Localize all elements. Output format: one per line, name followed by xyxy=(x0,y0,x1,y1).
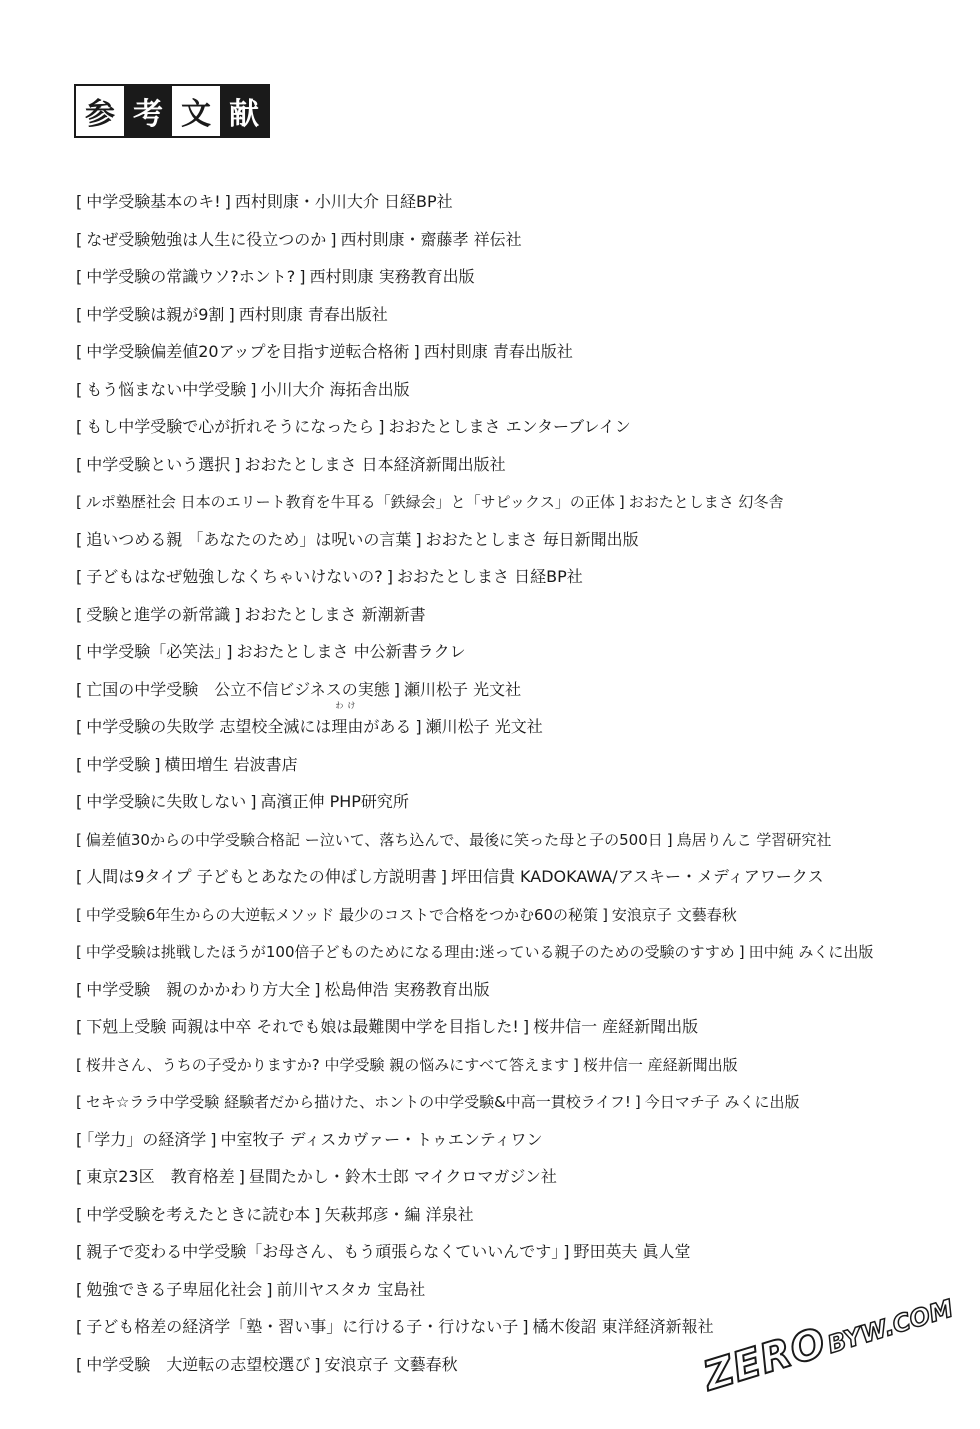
close-bracket: ] xyxy=(299,267,306,286)
open-bracket: [ xyxy=(76,1354,83,1374)
close-bracket: ] xyxy=(413,342,420,361)
open-bracket: [ xyxy=(76,1017,83,1036)
reference-author-publisher: 瀬川松子 光文社 xyxy=(425,717,543,736)
reference-title: 勉強できる子卑屈化社会 xyxy=(86,1279,263,1299)
heading-char-4: 献 xyxy=(220,86,268,136)
reference-author-publisher: 安浪京子 文藝春秋 xyxy=(611,905,737,924)
heading-char-3: 文 xyxy=(172,86,220,136)
open-bracket: [ xyxy=(76,905,82,924)
reference-item xyxy=(72,225,972,263)
open-bracket: [ xyxy=(76,267,83,286)
reference-author-publisher: 橘木俊詔 東洋経済新報社 xyxy=(532,1317,714,1336)
reference-author-publisher: 鳥居りんこ 学習研究社 xyxy=(676,830,832,849)
reference-author-publisher: おおたとしまさ 幻冬舎 xyxy=(628,493,784,511)
heading-char-1: 参 xyxy=(76,86,124,136)
reference-title: 中学受験「必笑法」 xyxy=(86,642,223,661)
reference-author-publisher: おおたとしまさ 中公新書ラクレ xyxy=(236,642,466,661)
close-bracket: ] xyxy=(415,717,422,736)
reference-title: 東京23区 教育格差 xyxy=(86,1167,235,1186)
open-bracket: [ xyxy=(76,943,82,961)
open-bracket: [ xyxy=(76,192,83,211)
reference-item xyxy=(72,825,972,863)
reference-title: 追いつめる親 「あなたのため」は呪いの言葉 xyxy=(86,529,412,549)
close-bracket: ] xyxy=(238,1167,245,1186)
reference-author-publisher: 野田英夫 眞人堂 xyxy=(573,1242,691,1261)
reference-title-part: がある xyxy=(363,717,412,736)
reference-item xyxy=(72,900,972,938)
open-bracket: [ xyxy=(76,1093,82,1111)
close-bracket: ] xyxy=(314,1354,321,1374)
watermark-big-text: ZERO xyxy=(698,1319,832,1400)
open-bracket: [ xyxy=(76,717,83,736)
reference-title: 「学力」の経済学 xyxy=(86,1129,207,1149)
open-bracket: [ xyxy=(76,604,83,624)
reference-author-publisher: おおたとしまさ 日本経済新聞出版社 xyxy=(244,454,506,474)
reference-title: 中学受験は親が9割 xyxy=(86,304,225,324)
open-bracket: [ xyxy=(76,1055,82,1074)
reference-title: 受験と進学の新常識 xyxy=(86,604,231,624)
reference-title: 亡国の中学受験 公立不信ビジネスの実態 xyxy=(86,679,390,699)
reference-title: なぜ受験勉強は人生に役立つのか xyxy=(86,229,327,249)
reference-item xyxy=(72,300,972,338)
reference-title: 中学受験という選択 xyxy=(86,454,231,474)
reference-author-publisher: 西村則康・小川大介 日経BP社 xyxy=(234,192,453,211)
reference-author-publisher: 前川ヤスタカ 宝島社 xyxy=(276,1279,426,1299)
reference-title: 中学受験に失敗しない xyxy=(86,792,247,811)
open-bracket: [ xyxy=(76,1167,83,1186)
reference-item xyxy=(72,787,972,825)
close-bracket: ] xyxy=(522,1317,529,1336)
reference-item xyxy=(72,187,972,225)
close-bracket: ] xyxy=(522,1017,530,1036)
open-bracket: [ xyxy=(76,342,83,361)
close-bracket: ] xyxy=(250,379,257,399)
close-bracket: ] xyxy=(228,304,235,324)
reference-item xyxy=(72,937,972,975)
reference-title: ルポ塾歴社会 日本のエリート教育を牛耳る「鉄緑会」と「サピックス」の正体 xyxy=(85,493,615,511)
reference-title: 中学受験 親のかかわり方大全 xyxy=(86,979,311,999)
reference-item xyxy=(72,337,972,375)
open-bracket: [ xyxy=(76,642,83,661)
reference-item xyxy=(72,1162,972,1200)
reference-item xyxy=(72,1125,972,1163)
close-bracket: ] xyxy=(666,830,673,849)
close-bracket: ] xyxy=(602,905,608,924)
close-bracket: ] xyxy=(314,1204,321,1224)
reference-title: 下剋上受験 両親は中卒 それでも娘は最難関中学を目指した! xyxy=(86,1017,519,1036)
reference-author-publisher: 桜井信一 産経新聞出版 xyxy=(582,1055,738,1074)
open-bracket: [ xyxy=(76,979,83,999)
reference-item xyxy=(72,1012,972,1050)
open-bracket: [ xyxy=(76,229,83,249)
reference-title: 人間は9タイプ 子どもとあなたの伸ばし方説明書 xyxy=(86,867,437,886)
reference-item xyxy=(72,1237,972,1275)
open-bracket: [ xyxy=(76,529,83,549)
open-bracket: [ xyxy=(76,792,83,811)
open-bracket: [ xyxy=(76,679,83,699)
reference-title: 子どもはなぜ勉強しなくちゃいけないの? xyxy=(86,567,383,586)
open-bracket: [ xyxy=(76,379,83,399)
close-bracket: ] xyxy=(378,417,385,436)
close-bracket: ] xyxy=(226,642,233,661)
ruby-base: 理由 xyxy=(331,717,364,736)
open-bracket: [ xyxy=(76,1204,83,1224)
reference-title: 中学受験基本のキ! xyxy=(86,192,221,211)
reference-title: 桜井さん、うちの子受かりますか? 中学受験 親の悩みにすべて答えます xyxy=(85,1055,569,1074)
heading-char-2: 考 xyxy=(124,86,172,136)
close-bracket: ] xyxy=(618,493,625,511)
reference-item xyxy=(72,675,972,713)
reference-item xyxy=(72,750,972,788)
reference-author-publisher: 今日マチ子 みくに出版 xyxy=(644,1093,800,1111)
open-bracket: [ xyxy=(76,1129,83,1149)
watermark-small-text: BYW.COM xyxy=(824,1294,957,1360)
close-bracket: ] xyxy=(250,792,257,811)
reference-author-publisher: 横田増生 岩波書店 xyxy=(164,754,298,774)
reference-title: もう悩まない中学受験 xyxy=(86,379,247,399)
reference-title: 中学受験偏差値20アップを目指す逆転合格術 xyxy=(86,342,410,361)
reference-title: 中学受験を考えたときに読む本 xyxy=(86,1204,311,1224)
reference-author-publisher: 桜井信一 産経新聞出版 xyxy=(533,1017,699,1036)
open-bracket: [ xyxy=(76,830,82,849)
reference-author-publisher: おおたとしまさ 日経BP社 xyxy=(397,567,583,586)
reference-item xyxy=(72,487,972,525)
ruby-reading: わけ xyxy=(335,701,360,710)
section-heading xyxy=(74,84,270,138)
reference-item xyxy=(72,562,972,600)
close-bracket: ] xyxy=(224,192,231,211)
close-bracket: ] xyxy=(634,1093,641,1111)
reference-item xyxy=(72,450,972,488)
reference-title: 中学受験 大逆転の志望校選び xyxy=(86,1354,311,1374)
close-bracket: ] xyxy=(563,1242,570,1261)
close-bracket: ] xyxy=(234,604,241,624)
open-bracket: [ xyxy=(76,1317,83,1336)
open-bracket: [ xyxy=(76,454,83,474)
close-bracket: ] xyxy=(572,1055,579,1074)
reference-author-publisher: おおたとしまさ エンターブレイン xyxy=(388,417,631,436)
reference-title: 中学受験 xyxy=(86,754,151,774)
reference-author-publisher: 田中純 みくに出版 xyxy=(748,943,874,961)
close-bracket: ] xyxy=(314,979,321,999)
reference-author-publisher: 西村則康・齋藤孝 祥伝社 xyxy=(340,229,522,249)
close-bracket: ] xyxy=(440,867,447,886)
reference-author-publisher: 昼間たかし・鈴木士郎 マイクロマガジン社 xyxy=(248,1167,557,1186)
reference-author-publisher: おおたとしまさ 新潮新書 xyxy=(244,604,426,624)
open-bracket: [ xyxy=(76,1242,83,1261)
open-bracket: [ xyxy=(76,754,83,774)
reference-item xyxy=(72,262,972,300)
reference-author-publisher: 坪田信貴 KADOKAWA/アスキー・メディアワークス xyxy=(450,867,824,886)
close-bracket: ] xyxy=(330,229,337,249)
reference-author-publisher: おおたとしまさ 毎日新聞出版 xyxy=(425,529,639,549)
reference-author-publisher: 小川大介 海拓舎出版 xyxy=(260,379,410,399)
reference-author-publisher: 松島伸浩 実務教育出版 xyxy=(324,979,490,999)
close-bracket: ] xyxy=(234,454,241,474)
reference-title: 親子で変わる中学受験「お母さん、もう頑張らなくていいんです」 xyxy=(86,1242,560,1261)
close-bracket: ] xyxy=(210,1129,217,1149)
close-bracket: ] xyxy=(393,679,401,699)
reference-item xyxy=(72,1200,972,1238)
ruby-annotation xyxy=(331,701,364,742)
reference-item xyxy=(72,637,972,675)
reference-title: 子ども格差の経済学「塾・習い事」に行ける子・行けない子 xyxy=(86,1317,519,1336)
open-bracket: [ xyxy=(76,493,82,511)
reference-title: もし中学受験で心が折れそうになったら xyxy=(86,417,375,436)
open-bracket: [ xyxy=(76,304,83,324)
open-bracket: [ xyxy=(76,567,83,586)
reference-author-publisher: 矢萩邦彦・編 洋泉社 xyxy=(324,1204,474,1224)
reference-item xyxy=(72,862,972,900)
close-bracket: ] xyxy=(738,943,745,961)
reference-item xyxy=(72,525,972,563)
reference-author-publisher: 瀬川松子 光文社 xyxy=(404,679,522,699)
close-bracket: ] xyxy=(266,1279,273,1299)
close-bracket: ] xyxy=(415,529,422,549)
close-bracket: ] xyxy=(386,567,393,586)
close-bracket: ] xyxy=(154,754,161,774)
reference-title: 中学受験の常識ウソ?ホント? xyxy=(86,267,296,286)
reference-item xyxy=(72,1087,972,1125)
reference-title: 中学受験6年生からの大逆転メソッド 最少のコストで合格をつかむ60の秘策 xyxy=(85,905,599,924)
reference-author-publisher: 西村則康 実務教育出版 xyxy=(309,267,475,286)
reference-title-part: 中学受験の失敗学 志望校全滅には xyxy=(86,717,332,736)
reference-list xyxy=(72,187,972,1387)
reference-author-publisher: 高濱正伸 PHP研究所 xyxy=(260,792,409,811)
reference-author-publisher: 安浪京子 文藝春秋 xyxy=(324,1354,458,1374)
reference-author-publisher: 中室牧子 ディスカヴァー・トゥエンティワン xyxy=(220,1129,543,1149)
reference-item xyxy=(72,375,972,413)
reference-title: 偏差値30からの中学受験合格記 ー泣いて、落ち込んで、最後に笑った母と子の500日 xyxy=(85,830,663,849)
open-bracket: [ xyxy=(76,867,83,886)
reference-author-publisher: 西村則康 青春出版社 xyxy=(423,342,573,361)
reference-author-publisher: 西村則康 青春出版社 xyxy=(238,304,388,324)
reference-title: 中学受験は挑戦したほうが100倍子どものためになる理由:迷っている親子のための受験のすすめ xyxy=(85,943,735,961)
open-bracket: [ xyxy=(76,1279,83,1299)
reference-item xyxy=(72,701,972,750)
reference-item xyxy=(72,412,972,450)
open-bracket: [ xyxy=(76,417,83,436)
reference-item xyxy=(72,600,972,638)
reference-title: セキ☆ララ中学受験 経験者だから描けた、ホントの中学受験&中高一貫校ライフ! xyxy=(85,1093,631,1111)
reference-item xyxy=(72,975,972,1013)
reference-item xyxy=(72,1050,972,1088)
